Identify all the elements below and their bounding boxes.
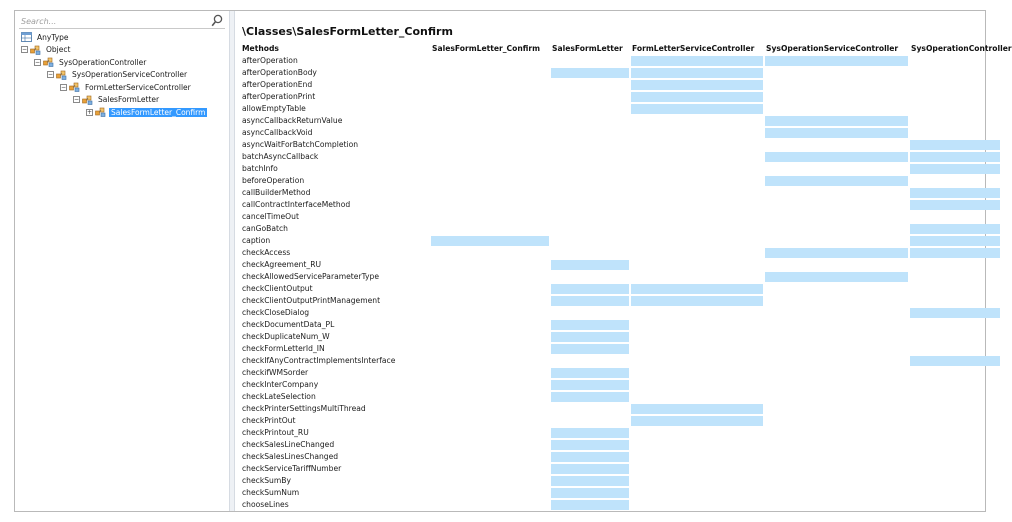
page-title: \Classes\SalesFormLetter_Confirm [242, 25, 453, 38]
method-name: checkIfAnyContractImplementsInterface [242, 356, 396, 365]
method-implemented-cell [551, 284, 629, 294]
method-name: checkifWMSorder [242, 368, 309, 377]
tree-node-label: SalesFormLetter_Confirm [111, 107, 206, 117]
method-name: afterOperation [242, 56, 298, 65]
method-implemented-cell [910, 224, 1000, 234]
tree-node-label: Object [46, 45, 71, 55]
tree-node-label: SalesFormLetter [98, 95, 160, 105]
class-icon [43, 57, 54, 67]
method-implemented-cell [551, 464, 629, 474]
method-name: canGoBatch [242, 224, 289, 233]
method-name: checkDuplicateNum_W [242, 332, 330, 341]
method-name: chooseLines [242, 500, 289, 509]
method-name: checkAgreement_RU [242, 260, 322, 269]
method-implemented-cell [551, 440, 629, 450]
method-implemented-cell [551, 68, 629, 78]
tree-node-label: AnyType [37, 32, 69, 42]
method-implemented-cell [631, 284, 763, 294]
method-name: checkSumNum [242, 488, 300, 497]
method-name: checkPrinterSettingsMultiThread [242, 404, 366, 413]
method-implemented-cell [551, 476, 629, 486]
method-name: afterOperationEnd [242, 80, 313, 89]
class-tree-pane [15, 11, 229, 511]
method-implemented-cell [631, 56, 763, 66]
method-implemented-cell [910, 140, 1000, 150]
method-implemented-cell [910, 152, 1000, 162]
method-name: afterOperationPrint [242, 92, 316, 101]
method-name: checkSalesLineChanged [242, 440, 335, 449]
method-implemented-cell [765, 56, 908, 66]
method-name: checkInterCompany [242, 380, 319, 389]
method-name: checkDocumentData_PL [242, 320, 335, 329]
method-name: asyncCallbackReturnValue [242, 116, 343, 125]
class-icon [30, 45, 41, 55]
column-header[interactable]: SysOperationServiceController [766, 44, 899, 53]
method-name: checkServiceTariffNumber [242, 464, 342, 473]
method-name: checkLateSelection [242, 392, 316, 401]
method-name: asyncWaitForBatchCompletion [242, 140, 359, 149]
method-name: checkAllowedServiceParameterType [242, 272, 380, 281]
tree-node[interactable] [21, 81, 229, 94]
tree-node-label: SysOperationServiceController [72, 70, 188, 80]
method-implemented-cell [631, 296, 763, 306]
method-name: asyncCallbackVoid [242, 128, 313, 137]
method-name: checkFormLetterId_IN [242, 344, 325, 353]
method-implemented-cell [631, 80, 763, 90]
tree-node[interactable] [21, 69, 229, 82]
method-name: checkPrintout_RU [242, 428, 309, 437]
method-implemented-cell [910, 248, 1000, 258]
collapse-icon[interactable]: − [61, 83, 67, 91]
method-implemented-cell [631, 404, 763, 414]
collapse-icon[interactable]: − [35, 58, 41, 66]
method-name: checkPrintOut [242, 416, 296, 425]
method-implemented-cell [765, 152, 908, 162]
class-icon [69, 82, 80, 92]
method-name: checkClientOutputPrintManagement [242, 296, 381, 305]
method-implemented-cell [551, 428, 629, 438]
method-implemented-cell [551, 488, 629, 498]
method-implemented-cell [551, 296, 629, 306]
method-implemented-cell [551, 392, 629, 402]
tree-node-label: SysOperationController [59, 57, 147, 67]
class-icon [56, 70, 67, 80]
method-implemented-cell [631, 68, 763, 78]
method-implemented-cell [910, 188, 1000, 198]
tree-node[interactable] [21, 31, 229, 44]
method-name: caption [242, 236, 271, 245]
expand-icon[interactable]: + [87, 108, 93, 116]
column-header[interactable]: SalesFormLetter_Confirm [432, 44, 541, 53]
method-implemented-cell [910, 164, 1000, 174]
method-implemented-cell [765, 176, 908, 186]
method-name: callBuilderMethod [242, 188, 311, 197]
collapse-icon[interactable]: − [48, 71, 54, 79]
method-implemented-cell [431, 236, 549, 246]
search-input[interactable] [19, 14, 203, 28]
tree-node-label: FormLetterServiceController [85, 82, 191, 92]
method-implemented-cell [551, 260, 629, 270]
tree-node[interactable] [21, 94, 229, 107]
method-name: afterOperationBody [242, 68, 317, 77]
method-implemented-cell [551, 332, 629, 342]
method-name: checkCloseDialog [242, 308, 310, 317]
class-hierarchy-tree [21, 31, 229, 119]
method-implemented-cell [631, 92, 763, 102]
column-header[interactable]: FormLetterServiceController [632, 44, 755, 53]
method-implemented-cell [551, 500, 629, 510]
table-icon [21, 32, 32, 42]
method-implemented-cell [551, 368, 629, 378]
tree-node[interactable] [21, 106, 229, 119]
method-name: checkSumBy [242, 476, 291, 485]
method-name: batchAsyncCallback [242, 152, 319, 161]
method-implemented-cell [910, 236, 1000, 246]
method-name: allowEmptyTable [242, 104, 306, 113]
column-header[interactable]: Methods [242, 44, 279, 53]
collapse-icon[interactable]: − [22, 46, 28, 54]
method-implemented-cell [910, 308, 1000, 318]
method-name: cancelTimeOut [242, 212, 299, 221]
method-name: checkSalesLinesChanged [242, 452, 339, 461]
tree-node[interactable] [21, 44, 229, 57]
method-implemented-cell [551, 344, 629, 354]
collapse-icon[interactable]: − [74, 96, 80, 104]
method-name: beforeOperation [242, 176, 305, 185]
class-icon [95, 107, 106, 117]
method-implemented-cell [765, 248, 908, 258]
method-name: batchInfo [242, 164, 278, 173]
method-implemented-cell [631, 104, 763, 114]
method-implemented-cell [551, 380, 629, 390]
method-implemented-cell [910, 356, 1000, 366]
method-implemented-cell [765, 116, 908, 126]
method-name: callContractInterfaceMethod [242, 200, 351, 209]
search-box [19, 14, 225, 29]
search-icon[interactable] [211, 14, 223, 27]
method-implemented-cell [551, 452, 629, 462]
method-comparison-pane [237, 11, 1012, 511]
column-header[interactable]: SalesFormLetter [552, 44, 623, 53]
pane-splitter[interactable] [229, 11, 235, 511]
method-name: checkClientOutput [242, 284, 313, 293]
column-header[interactable]: SysOperationController [911, 44, 1012, 53]
method-implemented-cell [765, 272, 908, 282]
method-implemented-cell [551, 320, 629, 330]
method-implemented-cell [765, 128, 908, 138]
method-implemented-cell [910, 200, 1000, 210]
method-name: checkAccess [242, 248, 291, 257]
class-icon [82, 95, 93, 105]
application-window [14, 10, 1012, 512]
method-implemented-cell [631, 416, 763, 426]
tree-node[interactable] [21, 56, 229, 69]
